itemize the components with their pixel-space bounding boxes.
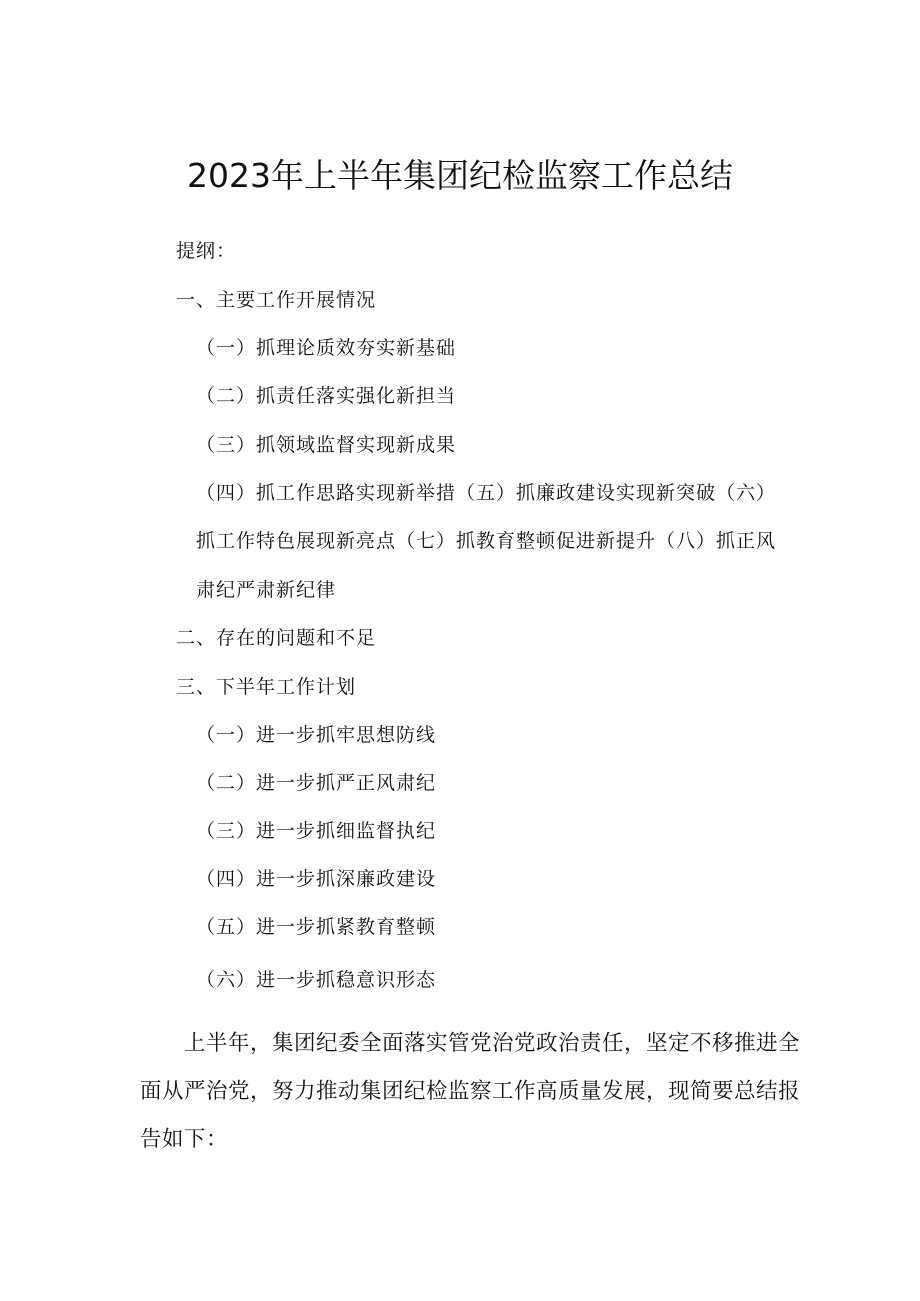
section-3-item-4: （四）进一步抓深廉政建设 <box>196 868 437 890</box>
section-3-item-2: （二）进一步抓严正风肃纪 <box>196 772 437 794</box>
section-1-title: 一、主要工作开展情况 <box>176 289 377 311</box>
section-1-item-3: （三）抓领域监督实现新成果 <box>196 434 457 456</box>
section-3-item-3: （三）进一步抓细监督执纪 <box>196 820 437 842</box>
section-1-item-2: （二）抓责任落实强化新担当 <box>196 385 457 407</box>
section-2-title: 二、存在的问题和不足 <box>176 627 377 649</box>
section-1-combined-line-3: 肃纪严肃新纪律 <box>196 579 337 601</box>
outline-heading: 提纲： <box>176 240 237 262</box>
section-3-title: 三、下半年工作计划 <box>176 676 357 698</box>
page-title: 2023年上半年集团纪检监察工作总结 <box>187 156 733 195</box>
section-3-item-1: （一）进一步抓牢思想防线 <box>196 724 437 746</box>
section-1-combined-line-2: 抓工作特色展现新亮点（七）抓教育整顿促进新提升（八）抓正风 <box>196 530 777 552</box>
section-3-item-6: （六）进一步抓稳意识形态 <box>196 969 437 991</box>
section-3-item-5: （五）进一步抓紧教育整顿 <box>196 916 437 938</box>
section-1-combined-line-1: （四）抓工作思路实现新举措（五）抓廉政建设实现新突破（六） <box>196 482 777 504</box>
intro-paragraph: 上半年，集团纪委全面落实管党治党政治责任，坚定不移推进全面从严治党，努力推动集团纪检监察工作高质量发展，现简要总结报告如下： <box>140 1031 801 1152</box>
section-1-item-1: （一）抓理论质效夯实新基础 <box>196 337 457 359</box>
